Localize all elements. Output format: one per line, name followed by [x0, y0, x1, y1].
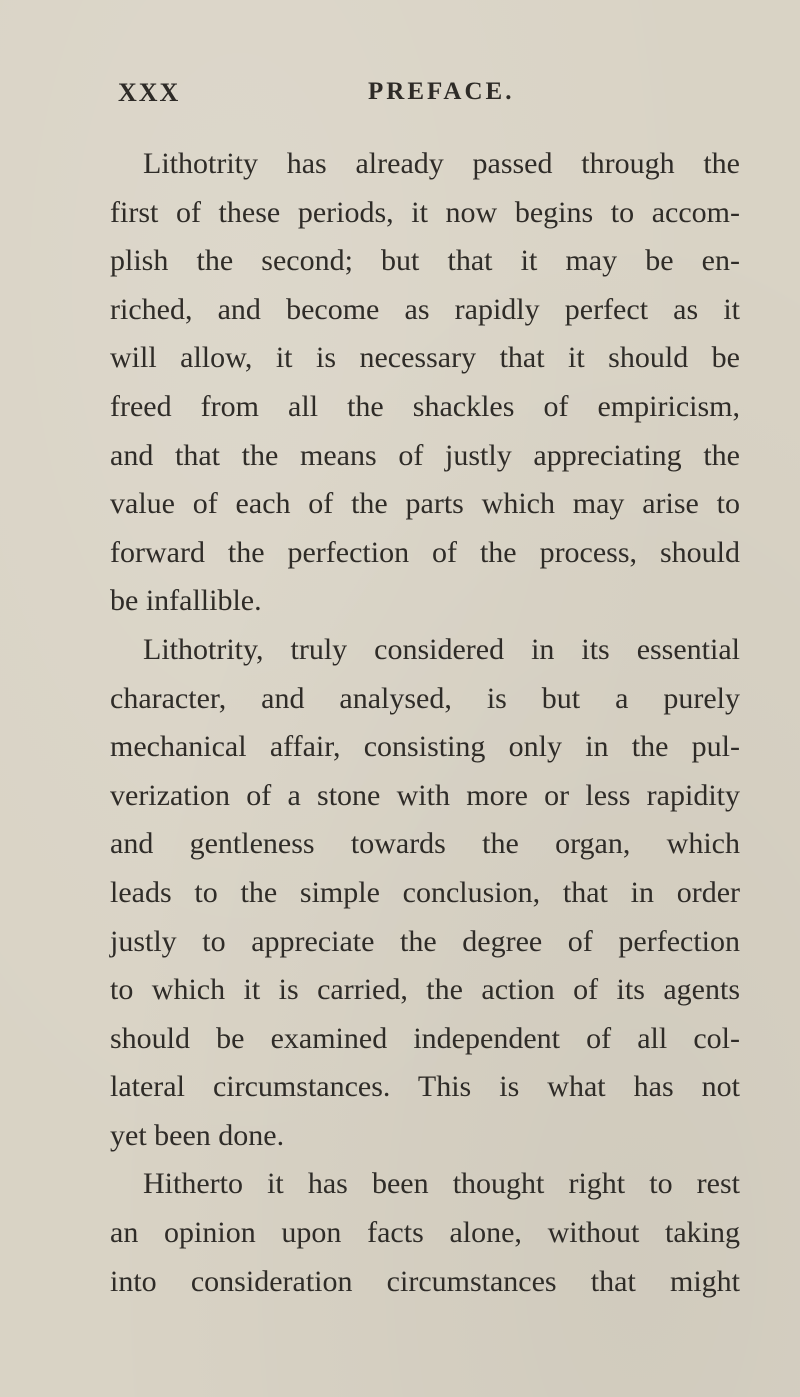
text-line: Lithotrity has already passed through the [143, 147, 740, 180]
text-line: justly to appreciate the degree of perfection [110, 924, 740, 958]
text-line: first of these periods, it now begins to accom- [110, 195, 740, 229]
page-header [118, 78, 758, 118]
text-line: should be examined independent of all col- [110, 1021, 740, 1055]
text-line: yet been done. [110, 1118, 285, 1152]
text-line: and that the means of justly appreciating the [110, 438, 740, 472]
text-line: freed from all the shackles of empiricism, [110, 389, 740, 423]
text-line: verization of a stone with more or less rapidity [110, 778, 740, 812]
text-line: into consideration circumstances that might [110, 1264, 740, 1298]
text-line: an opinion upon facts alone, without taking [110, 1216, 740, 1250]
text-line: Hitherto it has been thought right to rest [143, 1167, 740, 1201]
text-line: be infallible. [110, 584, 262, 618]
text-line: will allow, it is necessary that it should be [110, 341, 740, 375]
text-line: riched, and become as rapidly perfect as it [110, 292, 740, 326]
text-line: forward the perfection of the process, should [110, 535, 740, 569]
text-line: plish the second; but that it may be en- [110, 244, 740, 278]
page-number: XXX [118, 78, 181, 107]
body-text [110, 140, 740, 1306]
text-line: and gentleness towards the organ, which [110, 827, 740, 861]
text-line: Lithotrity, truly considered in its essential [143, 632, 740, 666]
running-head: PREFACE. [368, 78, 515, 105]
text-line: to which it is carried, the action of its agents [110, 973, 740, 1007]
text-line: lateral circumstances. This is what has not [110, 1070, 740, 1104]
text-line: leads to the simple conclusion, that in order [110, 875, 740, 909]
text-line: mechanical affair, consisting only in the pul- [110, 730, 740, 764]
text-line: character, and analysed, is but a purely [110, 681, 740, 715]
text-line: value of each of the parts which may arise to [110, 487, 740, 521]
